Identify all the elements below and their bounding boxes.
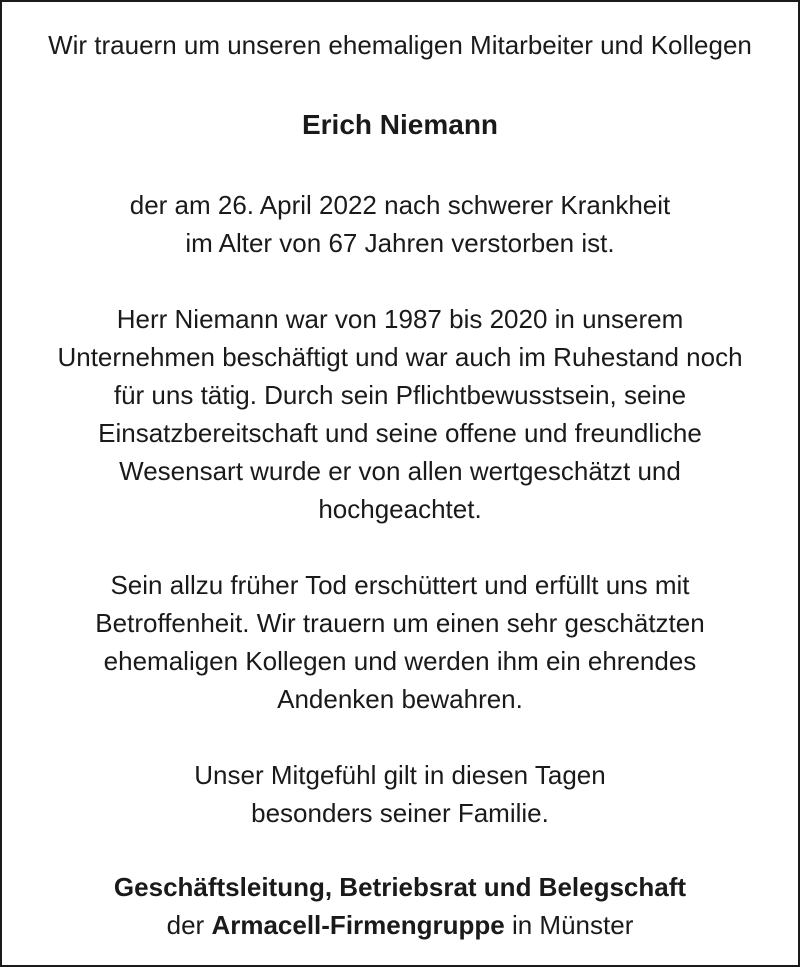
career-line-4: Einsatzbereitschaft und seine offene und freundliche [98, 418, 702, 448]
career-line-3: für uns tätig. Durch sein Pflichtbewusstsein, seine [113, 380, 687, 410]
signature-prefix: der [166, 910, 205, 940]
signature-company-line [2, 906, 798, 944]
death-line-1: der am 26. April 2022 nach schwerer Krankheit [129, 190, 671, 220]
career-line-2: Unternehmen beschäftigt und war auch im Ruhestand noch [57, 342, 743, 372]
signature-company: Armacell-Firmengruppe [211, 910, 505, 940]
intro-text: Wir trauern um unseren ehemaligen Mitarbeiter und Kollegen [48, 30, 752, 60]
death-line-2: im Alter von 67 Jahren verstorben ist. [185, 228, 615, 258]
sympathy-line-2: besonders seiner Familie. [251, 798, 549, 828]
career-line-6: hochgeachtet. [318, 494, 482, 524]
deceased-name: Erich Niemann [301, 109, 499, 140]
sympathy-line-1: Unser Mitgefühl gilt in diesen Tagen [194, 760, 606, 790]
signature-suffix: in Münster [511, 910, 634, 940]
grief-line-4: Andenken bewahren. [277, 684, 523, 714]
grief-line-3: ehemaligen Kollegen und werden ihm ein ehrendes [103, 646, 697, 676]
career-line-1: Herr Niemann war von 1987 bis 2020 in unserem [116, 304, 684, 334]
signature-groups: Geschäftsleitung, Betriebsrat und Belegschaft [113, 872, 687, 902]
grief-line-2: Betroffenheit. Wir trauern um einen sehr geschätzten [95, 608, 705, 638]
career-line-5: Wesensart wurde er von allen wertgeschätzt und [119, 456, 681, 486]
grief-line-1: Sein allzu früher Tod erschüttert und erfüllt uns mit [110, 570, 690, 600]
